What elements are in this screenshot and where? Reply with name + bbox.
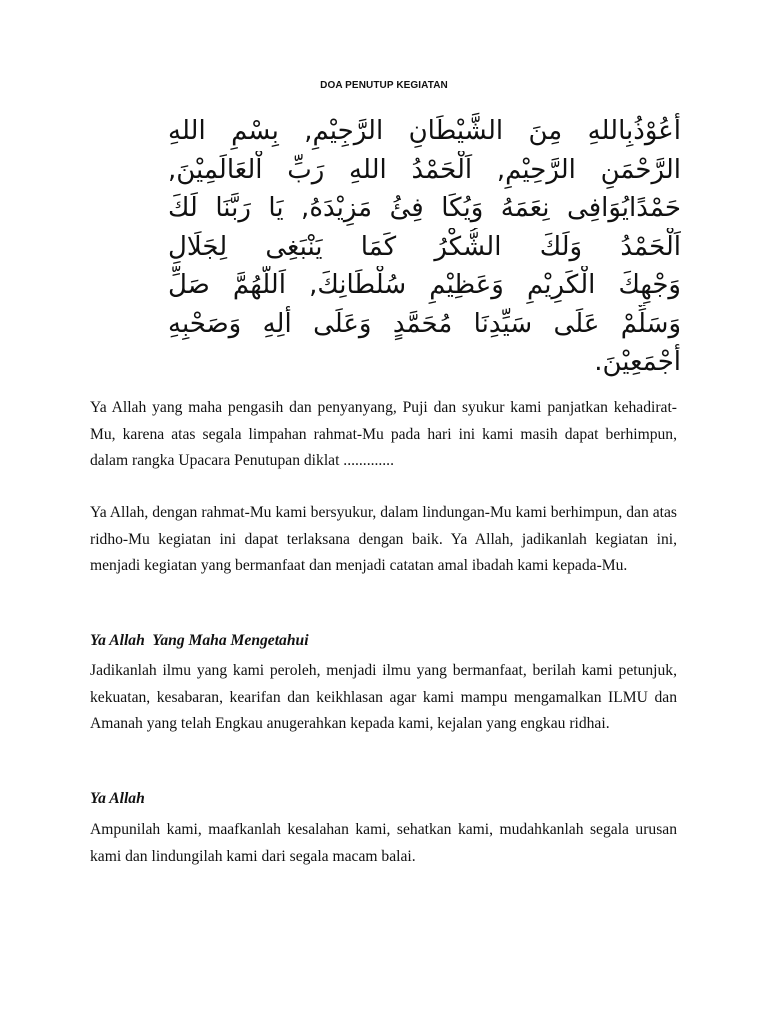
document-title: DOA PENUTUP KEGIATAN [320,80,448,91]
paragraph-text: Ampunilah kami, maafkanlah kesalahan kami, sehatkan kami, mudahkanlah segala urusan kami dan lindungilah kami dari segala macam balai. [90,821,677,865]
section-heading-ya-allah: Ya Allah [90,790,145,807]
paragraph-knowledge [90,658,677,738]
arabic-line: الرَّحْمَنِ الرَّحِيْمِ, اَلْحَمْدُ اللهِ رَبِّ اْلعَالَمِيْنَ, [168,154,681,185]
arabic-line: أَجْمَعِيْنَ. [594,347,681,377]
paragraph-text: Ya Allah, dengan rahmat-Mu kami bersyukur, dalam lindungan-Mu kami berhimpun, dan atas ridho-Mu kegiatan ini dapat terlaksana dengan baik. Ya Allah, jadikanlah kegiatan ini, menjadi kegiatan yang bermanfaat dan menjadi catatan amal ibadah kami kepada-Mu. [90,504,677,575]
arabic-line: حَمْدًايُوَافِى نِعَمَهُ وَيُكَا فِئُ مَزِيْدَهُ, يَا رَبَّنَا لَكَ [168,193,681,223]
paragraph-forgiveness [90,817,677,870]
arabic-line: وَجْهِكَ الْكَرِيْمِ وَعَظِيْمِ سُلْطَانِكَ, اَللَّهُمَّ صَلِّ [168,270,681,300]
paragraph-text: Ya Allah yang maha pengasih dan penyanyang, Puji dan syukur kami panjatkan kehadirat-Mu, karena atas segala limpahan rahmat-Mu pada hari ini kami masih dapat berhimpun, dalam rangka Upacara Penutupan diklat ............. [90,399,677,470]
paragraph-gratitude [90,500,677,580]
paragraph-opening [90,395,677,475]
paragraph-text: Jadikanlah ilmu yang kami peroleh, menjadi ilmu yang bermanfaat, berilah kami petunjuk, kekuatan, kesabaran, kearifan dan keikhlasan agar kami mampu mengamalkan ILMU dan Amanah yang telah Engkau anugerahkan kepada kami, kejalan yang engkau ridhai. [90,662,677,733]
arabic-line: اَلْحَمْدُ وَلَكَ الشُّكْرُ كَمَا يَنْبَغِى لِجَلَالِ [168,231,681,262]
arabic-line: أَعُوْذُبِاللهِ مِنَ الشَّيْطَانِ الرَّجِيْمِ, بِسْمِ اللهِ [168,116,681,146]
section-heading-maha-mengetahui: Ya Allah Yang Maha Mengetahui [90,632,309,649]
arabic-line: وَسَلِّمْ عَلَى سَيِّدِنَا مُحَمَّدٍ وَعَلَى أٰلِهِ وَصَحْبِهِ [168,308,681,339]
arabic-prayer-block [168,112,681,382]
